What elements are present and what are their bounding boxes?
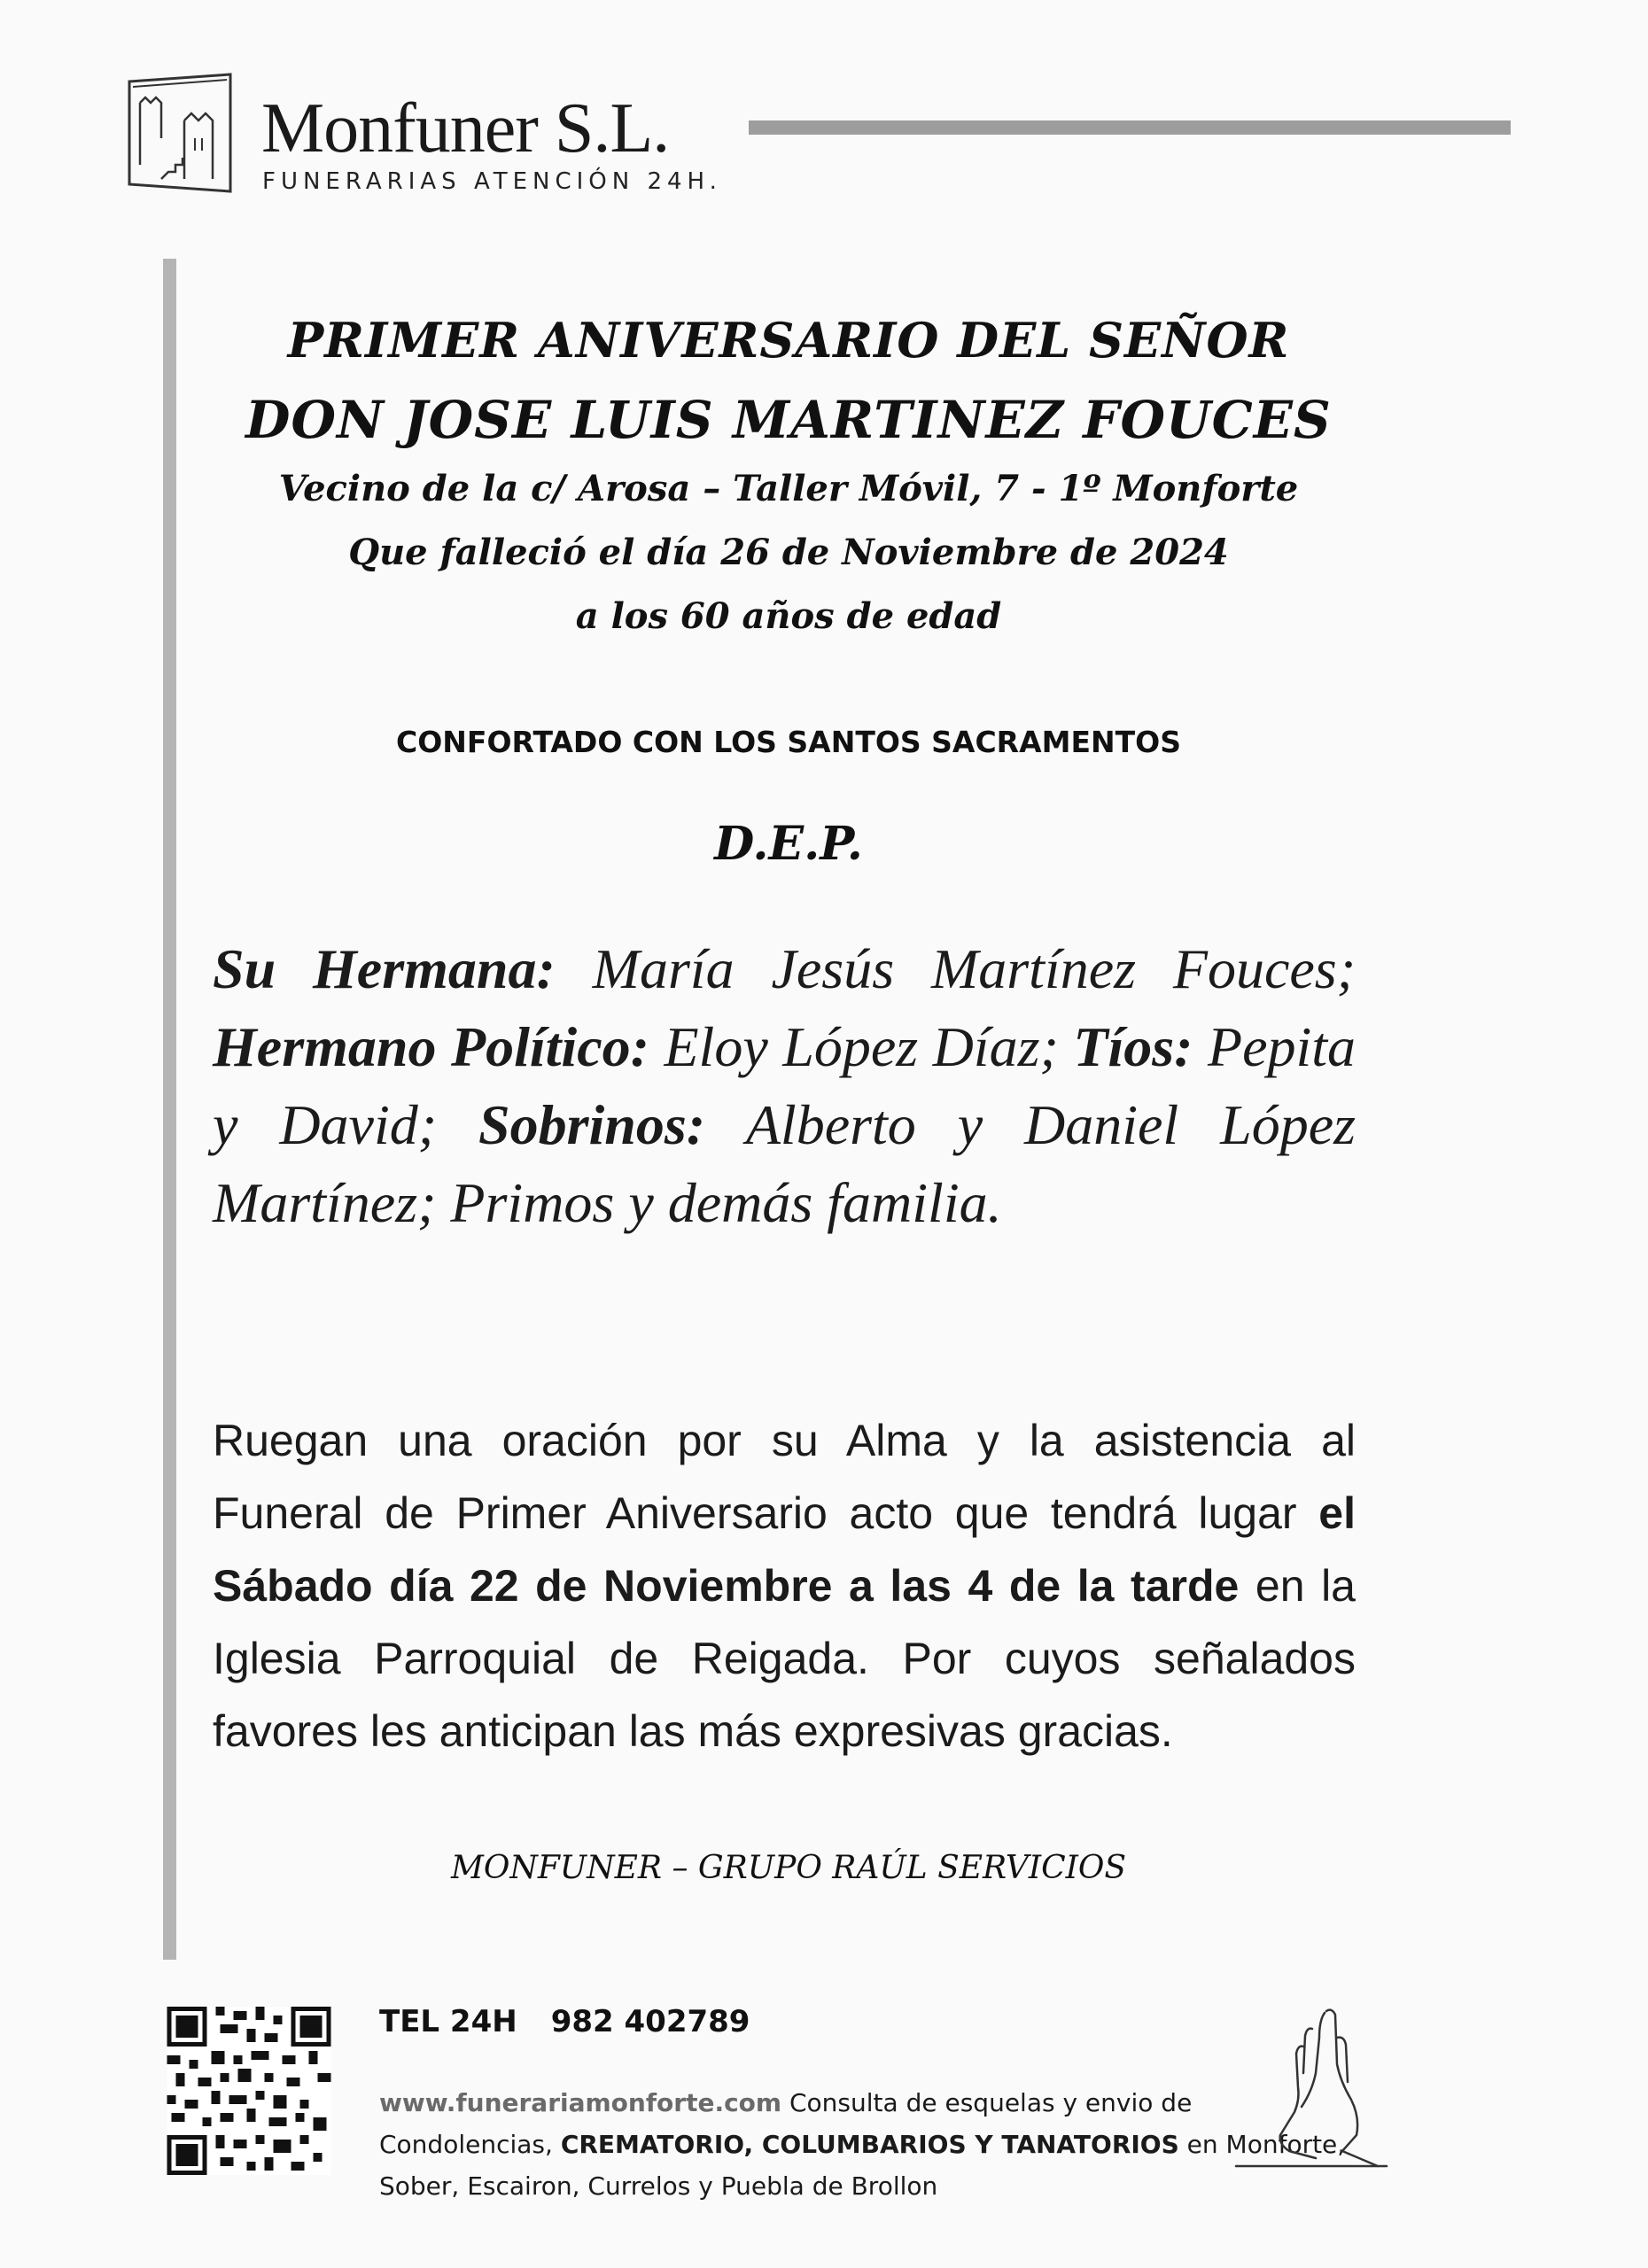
tel-number[interactable]: 982 402789 xyxy=(550,2004,750,2039)
footer-text-2: en Monforte, Sober, Escairon, Currelos y Puebla de Brollon xyxy=(379,2130,1346,2201)
prayer-text-2: en la Iglesia Parroquial de Reigada. Por cuyos señalados favores les anticipan las más expresivas gracias. xyxy=(213,1561,1356,1756)
death-date: Que falleció el día 26 de Noviembre de 2024 xyxy=(348,532,1229,573)
website-link[interactable]: www.funerariamonforte.com xyxy=(379,2088,782,2117)
deceased-age: a los 60 años de edad xyxy=(575,595,1002,637)
notice-title-line2: DON JOSE LUIS MARTINEZ FOUCES xyxy=(245,390,1332,450)
signature: MONFUNER – GRUPO RAÚL SERVICIOS xyxy=(450,1850,1127,1886)
praying-hands-icon xyxy=(1227,2002,1395,2175)
tios-label: Tíos: xyxy=(1073,1015,1193,1078)
tel-label: TEL 24H xyxy=(379,2004,517,2039)
politico-names: Eloy López Díaz; xyxy=(664,1015,1059,1078)
footer-info xyxy=(379,2082,1363,2207)
prayer-paragraph xyxy=(213,1404,1356,1767)
brand-tagline: FUNERARIAS ATENCIÓN 24H. xyxy=(262,168,722,195)
ceremony-datetime: el Sábado día 22 de Noviembre a las 4 de la tarde xyxy=(213,1488,1356,1611)
tios-names: Pepita y David; xyxy=(213,1015,1356,1156)
brand-name: Monfuner S.L. xyxy=(261,89,670,167)
header-divider-bar xyxy=(749,120,1511,135)
hermana-names: María Jesús Martínez Fouces; xyxy=(592,937,1356,1000)
notice-title-line1: PRIMER ANIVERSARIO DEL SEÑOR xyxy=(287,312,1290,369)
footer-text-1: Consulta de esquelas y envio de Condolencias, xyxy=(379,2088,1193,2159)
footer-services: CREMATORIO, COLUMBARIOS Y TANATORIOS xyxy=(560,2130,1179,2159)
dep-line: D.E.P. xyxy=(714,817,863,871)
deceased-address: Vecino de la c/ Arosa – Taller Móvil, 7 - 1º Monforte xyxy=(278,468,1299,509)
prayer-text-1: Ruegan una oración por su Alma y la asistencia al Funeral de Primer Aniversario acto que tendrá lugar xyxy=(213,1416,1356,1538)
hermana-label: Su Hermana: xyxy=(213,937,556,1000)
politico-label: Hermano Político: xyxy=(213,1015,649,1078)
left-vertical-rule xyxy=(163,259,176,1960)
monfuner-logo-icon xyxy=(113,67,246,200)
sacraments-line: CONFORTADO CON LOS SANTOS SACRAMENTOS xyxy=(396,725,1181,759)
qr-code-icon xyxy=(167,2007,331,2175)
family-paragraph xyxy=(213,930,1356,1242)
sobrinos-names: Alberto y Daniel López Martínez; Primos y demás familia. xyxy=(213,1093,1356,1234)
phone-line xyxy=(379,2004,750,2039)
sobrinos-label: Sobrinos: xyxy=(478,1093,706,1156)
